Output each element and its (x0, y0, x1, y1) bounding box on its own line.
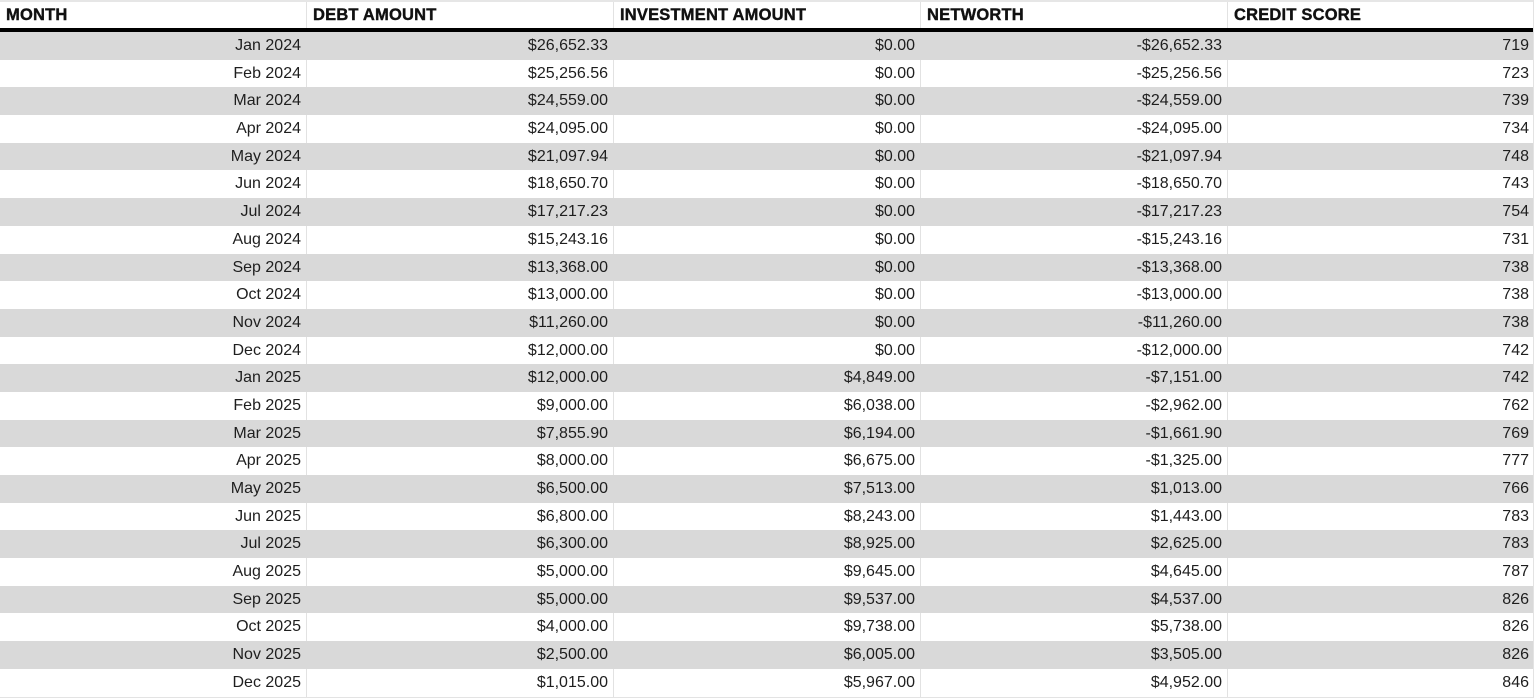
month-cell[interactable]: Jun 2025 (0, 503, 307, 531)
networth-cell[interactable]: $1,013.00 (921, 475, 1228, 503)
credit-score-cell[interactable]: 742 (1502, 341, 1529, 359)
credit-score-cell[interactable]: 777 (1502, 452, 1529, 470)
table-row (0, 447, 1533, 475)
month-cell[interactable]: Jan 2024 (0, 32, 307, 60)
header-investment-amount[interactable]: INVESTMENT AMOUNT (614, 2, 921, 28)
networth-cell[interactable]: -$1,661.90 (921, 420, 1228, 448)
month-cell[interactable]: Jun 2024 (0, 170, 307, 198)
credit-score-cell[interactable]: 731 (1502, 230, 1529, 248)
investment-amount-cell[interactable]: $0.00 (614, 60, 921, 88)
credit-score-cell[interactable]: 738 (1502, 286, 1529, 304)
investment-amount-cell[interactable]: $8,243.00 (614, 503, 921, 531)
credit-score-cell[interactable]: 783 (1502, 507, 1529, 525)
table-row (0, 87, 1533, 115)
credit-score-cell[interactable]: 783 (1502, 535, 1529, 553)
credit-score-cell[interactable]: 743 (1502, 175, 1529, 193)
investment-amount-cell[interactable]: $6,675.00 (614, 447, 921, 475)
credit-score-cell[interactable]: 787 (1502, 563, 1529, 581)
debt-amount-cell[interactable]: $5,000.00 (307, 558, 614, 586)
debt-amount-cell[interactable]: $25,256.56 (307, 60, 614, 88)
credit-score-cell[interactable]: 734 (1502, 120, 1529, 138)
debt-amount-cell[interactable]: $6,500.00 (307, 475, 614, 503)
credit-score-cell[interactable]: 738 (1502, 313, 1529, 331)
table-row (0, 309, 1533, 337)
networth-cell[interactable]: -$13,000.00 (921, 281, 1228, 309)
table-row (0, 170, 1533, 198)
bottom-border (0, 697, 1533, 698)
credit-score-cell[interactable]: 826 (1502, 646, 1529, 664)
table-row (0, 254, 1533, 282)
debt-amount-cell[interactable]: $15,243.16 (307, 226, 614, 254)
table-row (0, 558, 1533, 586)
investment-amount-cell[interactable]: $0.00 (614, 254, 921, 282)
table-row (0, 281, 1533, 309)
networth-cell[interactable]: -$1,325.00 (921, 447, 1228, 475)
investment-amount-cell[interactable]: $0.00 (614, 115, 921, 143)
debt-amount-cell[interactable]: $9,000.00 (307, 392, 614, 420)
investment-amount-cell[interactable]: $5,967.00 (614, 669, 921, 697)
month-cell[interactable]: Apr 2024 (0, 115, 307, 143)
investment-amount-cell[interactable]: $9,645.00 (614, 558, 921, 586)
credit-score-cell[interactable]: 826 (1502, 590, 1529, 608)
table-row (0, 198, 1533, 226)
investment-amount-cell[interactable]: $7,513.00 (614, 475, 921, 503)
month-cell[interactable]: Dec 2025 (0, 669, 307, 697)
credit-score-cell[interactable]: 762 (1502, 396, 1529, 414)
networth-cell[interactable]: $4,952.00 (921, 669, 1228, 697)
investment-amount-cell[interactable]: $0.00 (614, 281, 921, 309)
month-cell[interactable]: Mar 2025 (0, 420, 307, 448)
debt-amount-cell[interactable]: $12,000.00 (307, 337, 614, 365)
networth-cell[interactable]: -$15,243.16 (921, 226, 1228, 254)
credit-score-cell[interactable]: 723 (1502, 64, 1529, 82)
investment-amount-cell[interactable]: $9,738.00 (614, 613, 921, 641)
networth-cell[interactable]: -$26,652.33 (921, 32, 1228, 60)
month-cell[interactable]: Apr 2025 (0, 447, 307, 475)
networth-cell[interactable]: -$24,095.00 (921, 115, 1228, 143)
investment-amount-cell[interactable]: $0.00 (614, 87, 921, 115)
investment-amount-cell[interactable]: $6,038.00 (614, 392, 921, 420)
networth-cell[interactable]: -$21,097.94 (921, 143, 1228, 171)
month-cell[interactable]: May 2024 (0, 143, 307, 171)
debt-amount-cell[interactable]: $11,260.00 (307, 309, 614, 337)
debt-amount-cell[interactable]: $21,097.94 (307, 143, 614, 171)
debt-amount-cell[interactable]: $4,000.00 (307, 613, 614, 641)
table-row (0, 475, 1533, 503)
investment-amount-cell[interactable]: $0.00 (614, 170, 921, 198)
table-row (0, 420, 1533, 448)
debt-amount-cell[interactable]: $26,652.33 (307, 32, 614, 60)
month-cell[interactable]: Mar 2024 (0, 87, 307, 115)
month-cell[interactable]: Dec 2024 (0, 337, 307, 365)
month-cell[interactable]: Sep 2025 (0, 586, 307, 614)
networth-cell[interactable]: -$18,650.70 (921, 170, 1228, 198)
table-row (0, 337, 1533, 365)
debt-amount-cell[interactable]: $2,500.00 (307, 641, 614, 669)
investment-amount-cell[interactable]: $4,849.00 (614, 364, 921, 392)
month-cell[interactable]: May 2025 (0, 475, 307, 503)
networth-cell[interactable]: -$24,559.00 (921, 87, 1228, 115)
month-cell[interactable]: Oct 2024 (0, 281, 307, 309)
credit-score-cell[interactable]: 748 (1502, 147, 1529, 165)
month-cell[interactable]: Feb 2025 (0, 392, 307, 420)
table-row (0, 115, 1533, 143)
credit-score-cell[interactable]: 826 (1502, 618, 1529, 636)
credit-score-cell[interactable]: 754 (1502, 203, 1529, 221)
investment-amount-cell[interactable]: $8,925.00 (614, 530, 921, 558)
investment-amount-cell[interactable]: $6,194.00 (614, 420, 921, 448)
header-debt-amount[interactable]: DEBT AMOUNT (307, 2, 614, 28)
month-cell[interactable]: Jul 2025 (0, 530, 307, 558)
networth-cell[interactable]: $4,537.00 (921, 586, 1228, 614)
month-cell[interactable]: Jan 2025 (0, 364, 307, 392)
debt-amount-cell[interactable]: $7,855.90 (307, 420, 614, 448)
networth-cell[interactable]: $2,625.00 (921, 530, 1228, 558)
credit-score-cell[interactable]: 738 (1502, 258, 1529, 276)
credit-score-cell[interactable]: 766 (1502, 480, 1529, 497)
month-cell[interactable]: Aug 2024 (0, 226, 307, 254)
debt-amount-cell[interactable]: $5,000.00 (307, 586, 614, 614)
table-body (0, 32, 1533, 697)
table-row (0, 32, 1533, 60)
month-cell[interactable]: Oct 2025 (0, 613, 307, 641)
table-row (0, 586, 1533, 614)
debt-amount-cell[interactable]: $17,217.23 (307, 198, 614, 226)
investment-amount-cell[interactable]: $0.00 (614, 337, 921, 365)
networth-cell[interactable]: -$12,000.00 (921, 337, 1228, 365)
month-cell[interactable]: Feb 2024 (0, 60, 307, 88)
debt-amount-cell[interactable]: $6,300.00 (307, 530, 614, 558)
debt-amount-cell[interactable]: $24,095.00 (307, 115, 614, 143)
networth-cell[interactable]: $1,443.00 (921, 503, 1228, 531)
header-credit-score[interactable]: CREDIT SCORE (1234, 6, 1362, 24)
credit-score-cell[interactable]: 719 (1502, 37, 1529, 54)
header-networth[interactable]: NETWORTH (921, 2, 1228, 28)
header-row (0, 2, 1533, 32)
month-cell[interactable]: Nov 2025 (0, 641, 307, 669)
month-cell[interactable]: Sep 2024 (0, 254, 307, 282)
month-cell[interactable]: Jul 2024 (0, 198, 307, 226)
investment-amount-cell[interactable]: $0.00 (614, 32, 921, 60)
table-row (0, 530, 1533, 558)
debt-amount-cell[interactable]: $13,368.00 (307, 254, 614, 282)
header-month[interactable]: MONTH (0, 2, 307, 28)
credit-score-cell[interactable]: 742 (1502, 369, 1529, 387)
investment-amount-cell[interactable]: $9,537.00 (614, 586, 921, 614)
table-row (0, 503, 1533, 531)
networth-cell[interactable]: -$25,256.56 (921, 60, 1228, 88)
debt-amount-cell[interactable]: $1,015.00 (307, 669, 614, 697)
credit-score-cell[interactable]: 769 (1502, 424, 1529, 442)
debt-amount-cell[interactable]: $18,650.70 (307, 170, 614, 198)
debt-amount-cell[interactable]: $13,000.00 (307, 281, 614, 309)
credit-score-cell[interactable]: 739 (1502, 92, 1529, 110)
networth-cell[interactable]: -$17,217.23 (921, 198, 1228, 226)
networth-cell[interactable]: $5,738.00 (921, 613, 1228, 641)
table-row (0, 641, 1533, 669)
table-row (0, 669, 1533, 697)
networth-cell[interactable]: $4,645.00 (921, 558, 1228, 586)
table-row (0, 143, 1533, 171)
investment-amount-cell[interactable]: $0.00 (614, 309, 921, 337)
networth-cell[interactable]: -$13,368.00 (921, 254, 1228, 282)
networth-cell[interactable]: -$2,962.00 (921, 392, 1228, 420)
networth-cell[interactable]: $3,505.00 (921, 641, 1228, 669)
debt-amount-cell[interactable]: $6,800.00 (307, 503, 614, 531)
networth-cell[interactable]: -$11,260.00 (921, 309, 1228, 337)
debt-amount-cell[interactable]: $8,000.00 (307, 447, 614, 475)
table-row (0, 226, 1533, 254)
table-row (0, 613, 1533, 641)
table-row (0, 364, 1533, 392)
investment-amount-cell[interactable]: $0.00 (614, 143, 921, 171)
investment-amount-cell[interactable]: $6,005.00 (614, 641, 921, 669)
networth-cell[interactable]: -$7,151.00 (921, 364, 1228, 392)
investment-amount-cell[interactable]: $0.00 (614, 198, 921, 226)
debt-amount-cell[interactable]: $12,000.00 (307, 364, 614, 392)
credit-score-cell[interactable]: 846 (1502, 673, 1529, 691)
debt-amount-cell[interactable]: $24,559.00 (307, 87, 614, 115)
table-row (0, 392, 1533, 420)
month-cell[interactable]: Nov 2024 (0, 309, 307, 337)
table-row (0, 60, 1533, 88)
investment-amount-cell[interactable]: $0.00 (614, 226, 921, 254)
month-cell[interactable]: Aug 2025 (0, 558, 307, 586)
